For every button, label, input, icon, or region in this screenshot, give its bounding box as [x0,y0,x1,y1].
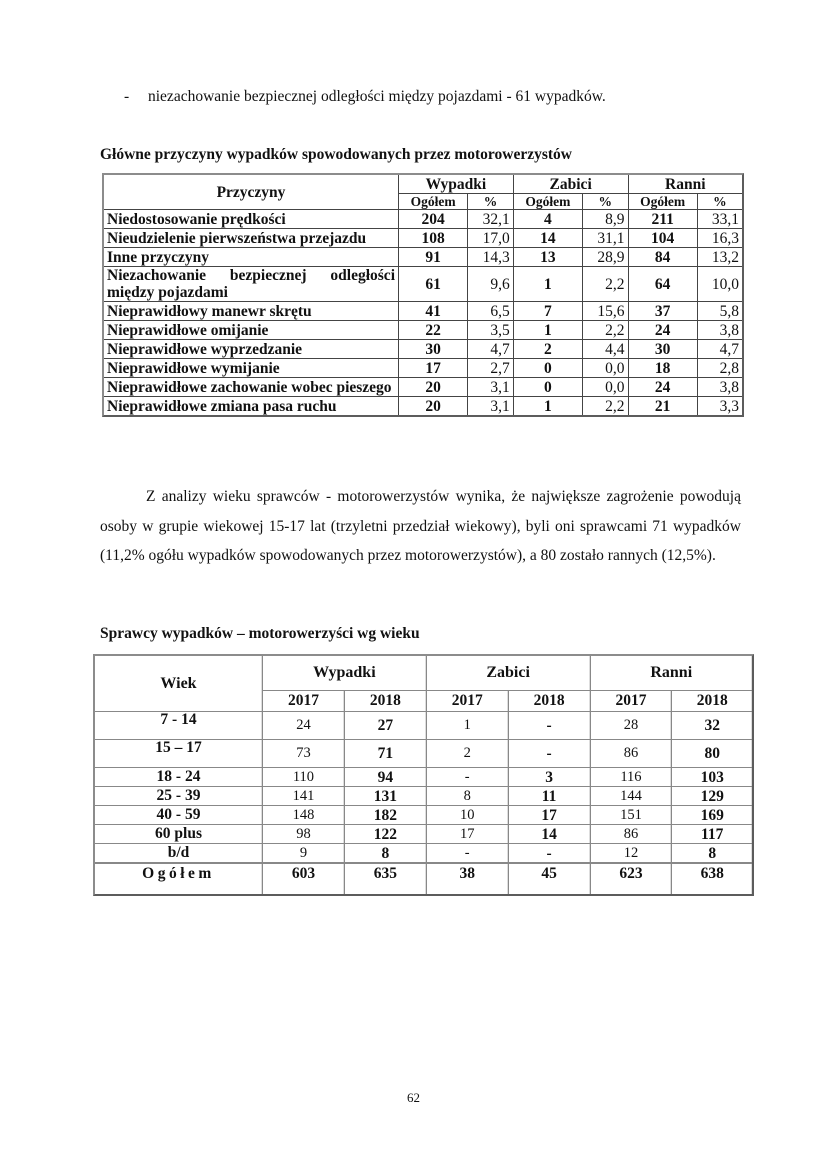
table-row [95,740,752,768]
wyp-2017-cell: 24 [263,712,345,740]
table1-caption: Główne przyczyny wypadków spowodowanych przez motorowerzystów [100,146,573,163]
table-row [104,321,742,340]
zab-cell: 2 [514,340,583,359]
zab-cell: 0 [514,359,583,378]
wyp-pct-cell: 6,5 [468,302,513,321]
bullet-text: niezachowanie bezpiecznej odległości między pojazdami - 61 wypadków. [148,88,606,105]
zab-2017-cell: 10 [427,806,509,825]
cause-cell: Nieprawidłowe zmiana pasa ruchu [104,397,399,415]
zab-pct-cell: 31,1 [583,229,628,248]
wyp-2017-cell: 148 [263,806,345,825]
intro-bullet [124,88,606,106]
wyp-pct-cell: 2,7 [468,359,513,378]
header-year: 2017 [427,691,509,712]
table-row [104,210,742,229]
header-sub: Ogółem [399,194,468,210]
wyp-2018-cell: 94 [345,768,427,787]
zab-cell: 13 [514,248,583,267]
wyp-cell: 30 [399,340,468,359]
table-row [104,378,742,397]
zab-cell: 1 [514,321,583,340]
zab-2018-cell: 17 [509,806,591,825]
ran-pct-cell: 16,3 [698,229,742,248]
wyp-cell: 20 [399,378,468,397]
table-row [95,787,752,806]
wyp-2017-cell: 141 [263,787,345,806]
zab-pct-cell: 28,9 [583,248,628,267]
zab-pct-cell: 2,2 [583,397,628,415]
zab-2017-cell: 8 [427,787,509,806]
causes-table [102,173,744,417]
ran-2017-cell: 28 [591,712,673,740]
ran-pct-cell: 13,2 [698,248,742,267]
table-row [95,844,752,863]
wyp-pct-cell: 3,1 [468,378,513,397]
cause-cell: Niezachowanie bezpiecznej odległości między pojazdami [104,267,399,302]
zab-cell: 1 [514,267,583,302]
wyp-pct-cell: 3,5 [468,321,513,340]
ran-2018-cell: 169 [672,806,752,825]
header-year: 2017 [591,691,673,712]
wyp-cell: 20 [399,397,468,415]
header-year: 2018 [672,691,752,712]
zab-2017-cell: - [427,844,509,863]
ran-cell: 104 [629,229,698,248]
ran-2017-cell: 86 [591,740,673,768]
ran-2018-cell: 117 [672,825,752,844]
wyp-2018-cell: 27 [345,712,427,740]
ran-cell: 18 [629,359,698,378]
wyp-cell: 108 [399,229,468,248]
bullet-dash: - [124,88,130,105]
ran-pct-cell: 3,3 [719,397,739,415]
total-wyp-2017-cell: 603 [263,863,345,894]
ran-2017-cell: 151 [591,806,673,825]
table-row [95,712,752,740]
header-group-wypadki: Wypadki [263,656,427,691]
zab-cell: 7 [514,302,583,321]
ran-cell: 30 [629,340,698,359]
zab-pct-cell: 8,9 [583,210,628,229]
ran-2017-cell: 86 [591,825,673,844]
age-table [93,654,754,896]
header-sub: % [698,194,742,210]
zab-2018-cell: 14 [509,825,591,844]
zab-2018-cell: - [509,740,591,768]
zab-2018-cell: 11 [509,787,591,806]
zab-2018-cell: - [509,712,591,740]
wyp-cell: 91 [399,248,468,267]
cause-cell: Nieprawidłowe zachowanie wobec pieszego [104,378,399,397]
wyp-2017-cell: 110 [263,768,345,787]
analysis-paragraph [100,482,741,571]
age-cell: 7 - 14 [95,712,263,740]
total-zab-2017-cell: 38 [427,863,509,894]
paragraph-text: Z analizy wieku sprawców - motorowerzystów wynika, że największe zagrożenie powodują osoby w grupie wiekowej 15-17 lat (trzyletni przedział wiekowy), byli oni sprawcami 71 wypadków (11,2% ogółu wypadków spowodowanych przez motorowerzystów), a 80 zostało rannych (12,5%). [100,488,741,564]
ran-cell: 24 [629,321,698,340]
zab-pct-cell: 15,6 [583,302,628,321]
total-ran-2017-cell: 623 [591,863,673,894]
header-year: 2018 [345,691,427,712]
age-cell: b/d [95,844,263,863]
age-cell: 18 - 24 [95,768,263,787]
header-cause: Przyczyny [104,175,399,210]
total-wyp-2018-cell: 635 [345,863,427,894]
wyp-cell: 41 [399,302,468,321]
ran-cell: 64 [629,267,698,302]
wyp-cell: 17 [399,359,468,378]
wyp-2018-cell: 122 [345,825,427,844]
total-zab-2018-cell: 45 [509,863,591,894]
zab-cell: 14 [514,229,583,248]
zab-2018-cell: - [509,844,591,863]
ran-pct-cell: 5,8 [698,302,742,321]
ran-2018-cell: 129 [672,787,752,806]
ran-2017-cell: 144 [591,787,673,806]
header-year: 2018 [509,691,591,712]
header-age: Wiek [95,656,263,712]
header-group-ranni: Ranni [591,656,753,691]
table-row [104,340,742,359]
page-number: 62 [407,1090,420,1105]
zab-pct-cell: 0,0 [583,378,628,397]
ran-pct-cell: 10,0 [698,267,742,302]
wyp-2018-cell: 182 [345,806,427,825]
zab-2017-cell: 2 [427,740,509,768]
table-row [95,768,752,787]
table-row [104,302,742,321]
header-year: 2017 [263,691,345,712]
table2-caption: Sprawcy wypadków – motorowerzyści wg wieku [100,625,420,642]
header-group-zabici: Zabici [514,175,629,194]
table-row [104,229,742,248]
cause-cell: Nieprawidłowe wyprzedzanie [104,340,399,359]
ran-pct-cell: 4,7 [698,340,742,359]
zab-2018-cell: 3 [509,768,591,787]
cause-cell: Nieprawidłowe wymijanie [104,359,399,378]
age-cell: 60 plus [95,825,263,844]
wyp-cell: 61 [399,267,468,302]
age-cell: 40 - 59 [95,806,263,825]
header-sub: Ogółem [514,194,583,210]
wyp-2017-cell: 73 [263,740,345,768]
ran-2018-cell: 32 [672,712,752,740]
ran-2018-cell: 80 [672,740,752,768]
total-ran-2018-cell: 638 [672,863,752,894]
cause-cell: Nieprawidłowe omijanie [104,321,399,340]
table-row [95,806,752,825]
table-row [104,248,742,267]
ran-2017-cell: 12 [591,844,673,863]
header-group-zabici: Zabici [427,656,591,691]
header-group-ranni: Ranni [629,175,742,194]
ran-cell: 24 [629,378,698,397]
header-sub: % [583,194,628,210]
wyp-2018-cell: 71 [345,740,427,768]
table-row [104,397,742,415]
zab-pct-cell: 2,2 [583,267,628,302]
ran-pct-cell: 3,8 [698,378,742,397]
age-cell: 25 - 39 [95,787,263,806]
zab-pct-cell: 2,2 [583,321,628,340]
wyp-pct-cell: 3,1 [468,397,513,415]
total-row [95,863,752,894]
ran-cell: 21 [629,397,698,415]
cause-cell: Nieprawidłowy manewr skrętu [104,302,399,321]
wyp-pct-cell: 9,6 [468,267,513,302]
wyp-pct-cell: 17,0 [468,229,513,248]
wyp-2017-cell: 98 [263,825,345,844]
header-sub: % [468,194,513,210]
zab-pct-cell: 4,4 [583,340,628,359]
zab-2017-cell: 17 [427,825,509,844]
cause-cell: Niedostosowanie prędkości [104,210,399,229]
zab-pct-cell: 0,0 [583,359,628,378]
table-row [104,267,742,302]
ran-pct-cell: 2,8 [698,359,742,378]
wyp-2018-cell: 131 [345,787,427,806]
ran-2018-cell: 103 [672,768,752,787]
wyp-2017-cell: 9 [263,844,345,863]
zab-cell: 0 [514,378,583,397]
ran-2017-cell: 116 [591,768,673,787]
zab-cell: 4 [514,210,583,229]
ran-pct-cell: 33,1 [698,210,742,229]
header-group-wypadki: Wypadki [399,175,514,194]
table-row [104,359,742,378]
table-row [95,825,752,844]
wyp-pct-cell: 14,3 [468,248,513,267]
ran-2018-cell: 8 [672,844,752,863]
ran-cell: 37 [629,302,698,321]
cause-cell: Inne przyczyny [104,248,399,267]
age-cell: 15 – 17 [95,740,263,768]
ran-cell: 211 [629,210,698,229]
wyp-2018-cell: 8 [345,844,427,863]
cause-cell: Nieudzielenie pierwszeństwa przejazdu [104,229,399,248]
wyp-cell: 204 [399,210,468,229]
ran-pct-cell: 3,8 [698,321,742,340]
ran-cell: 84 [629,248,698,267]
header-sub: Ogółem [629,194,698,210]
zab-2017-cell: - [427,768,509,787]
zab-cell: 1 [514,397,583,415]
wyp-pct-cell: 4,7 [468,340,513,359]
wyp-pct-cell: 32,1 [468,210,513,229]
zab-2017-cell: 1 [427,712,509,740]
total-label: Ogółem [95,863,263,894]
wyp-cell: 22 [399,321,468,340]
